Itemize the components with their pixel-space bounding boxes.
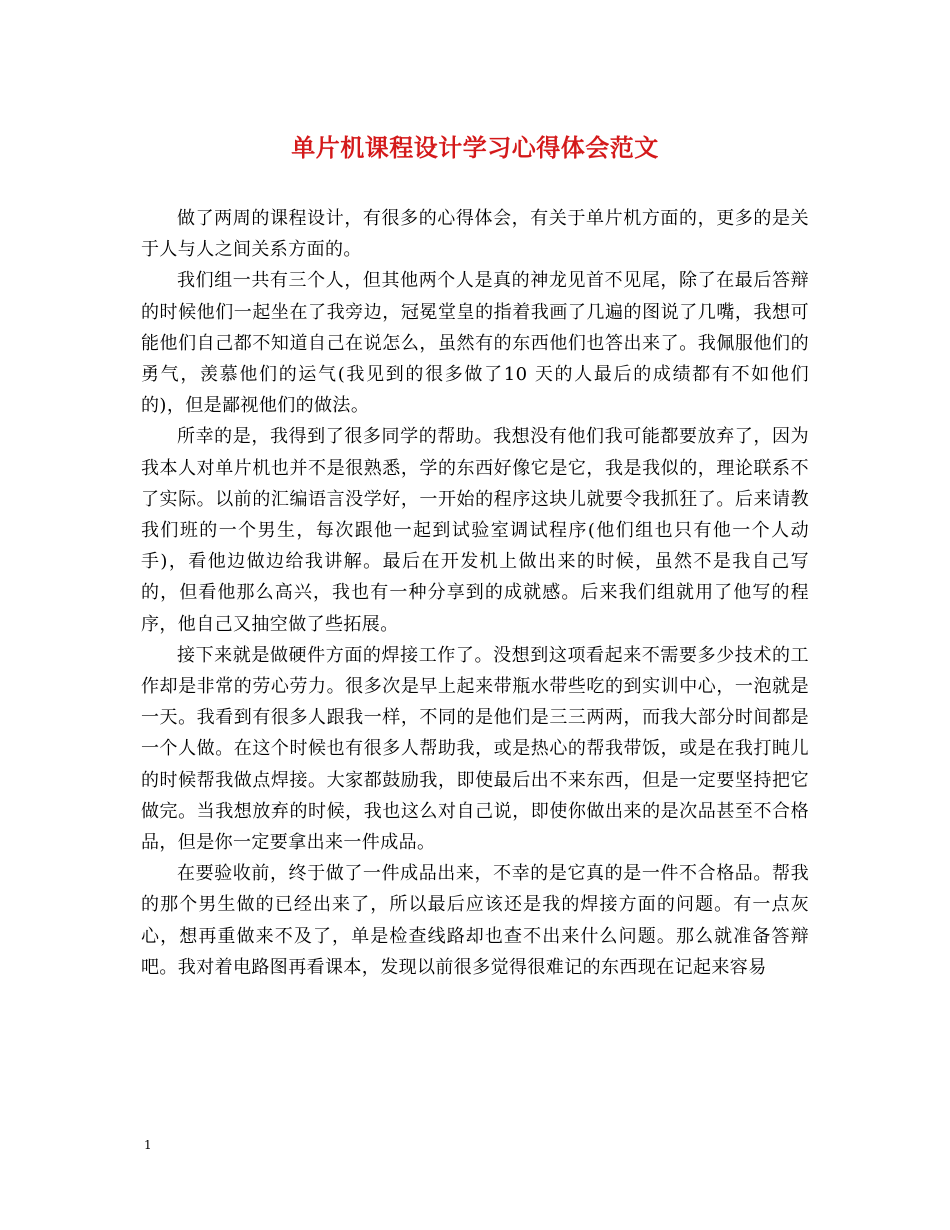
paragraph-3: 所幸的是，我得到了很多同学的帮助。我想没有他们我可能都要放弃了，因为我本人对单片机也并不是很熟悉，学的东西好像它是它，我是我似的，理论联系不了实际。以前的汇编语言没学好，一开始的程序这块儿就要令我抓狂了。后来请教我们班的一个男生，每次跟他一起到试验室调试程序(他们组也只有他一个人动手)，看他边做边给我讲解。最后在开发机上做出来的时候，虽然不是我自己写的，但看他那么高兴，我也有一种分享到的成就感。后来我们组就用了他写的程序，他自己又抽空做了些拓展。 [141,426,809,635]
document-body [141,203,809,983]
page-number: 1 [144,1138,152,1152]
paragraph-1: 做了两周的课程设计，有很多的心得体会，有关于单片机方面的，更多的是关于人与人之间关系方面的。 [141,208,809,261]
paragraph-4: 接下来就是做硬件方面的焊接工作了。没想到这项看起来不需要多少技术的工作却是非常的劳心劳力。很多次是早上起来带瓶水带些吃的到实训中心，一泡就是一天。我看到有很多人跟我一样，不同的是他们是三三两两，而我大部分时间都是一个人做。在这个时候也有很多人帮助我，或是热心的帮我带饭，或是在我打盹儿的时候帮我做点焊接。大家都鼓励我，即使最后出不来东西，但是一定要坚持把它做完。当我想放弃的时候，我也这么对自己说，即使你做出来的是次品甚至不合格品，但是你一定要拿出来一件成品。 [141,644,809,854]
document-title: 单片机课程设计学习心得体会范文 [291,133,659,162]
paragraph-2: 我们组一共有三个人，但其他两个人是真的神龙见首不见尾，除了在最后答辩的时候他们一起坐在了我旁边，冠冕堂皇的指着我画了几遍的图说了几嘴，我想可能他们自己都不知道自己在说怎么，虽然有的东西他们也答出来了。我佩服他们的勇气，羡慕他们的运气(我见到的很多做了10 天的人最后的成绩都有不如他们的)，但是鄙视他们的做法。 [141,270,809,417]
paragraph-5: 在要验收前，终于做了一件成品出来，不幸的是它真的是一件不合格品。帮我的那个男生做的已经出来了，所以最后应该还是我的焊接方面的问题。有一点灰心，想再重做来不及了，单是检查线路却也查不出来什么问题。那么就准备答辩吧。我对着电路图再看课本，发现以前很多觉得很难记的东西现在记起来容易 [141,863,809,978]
